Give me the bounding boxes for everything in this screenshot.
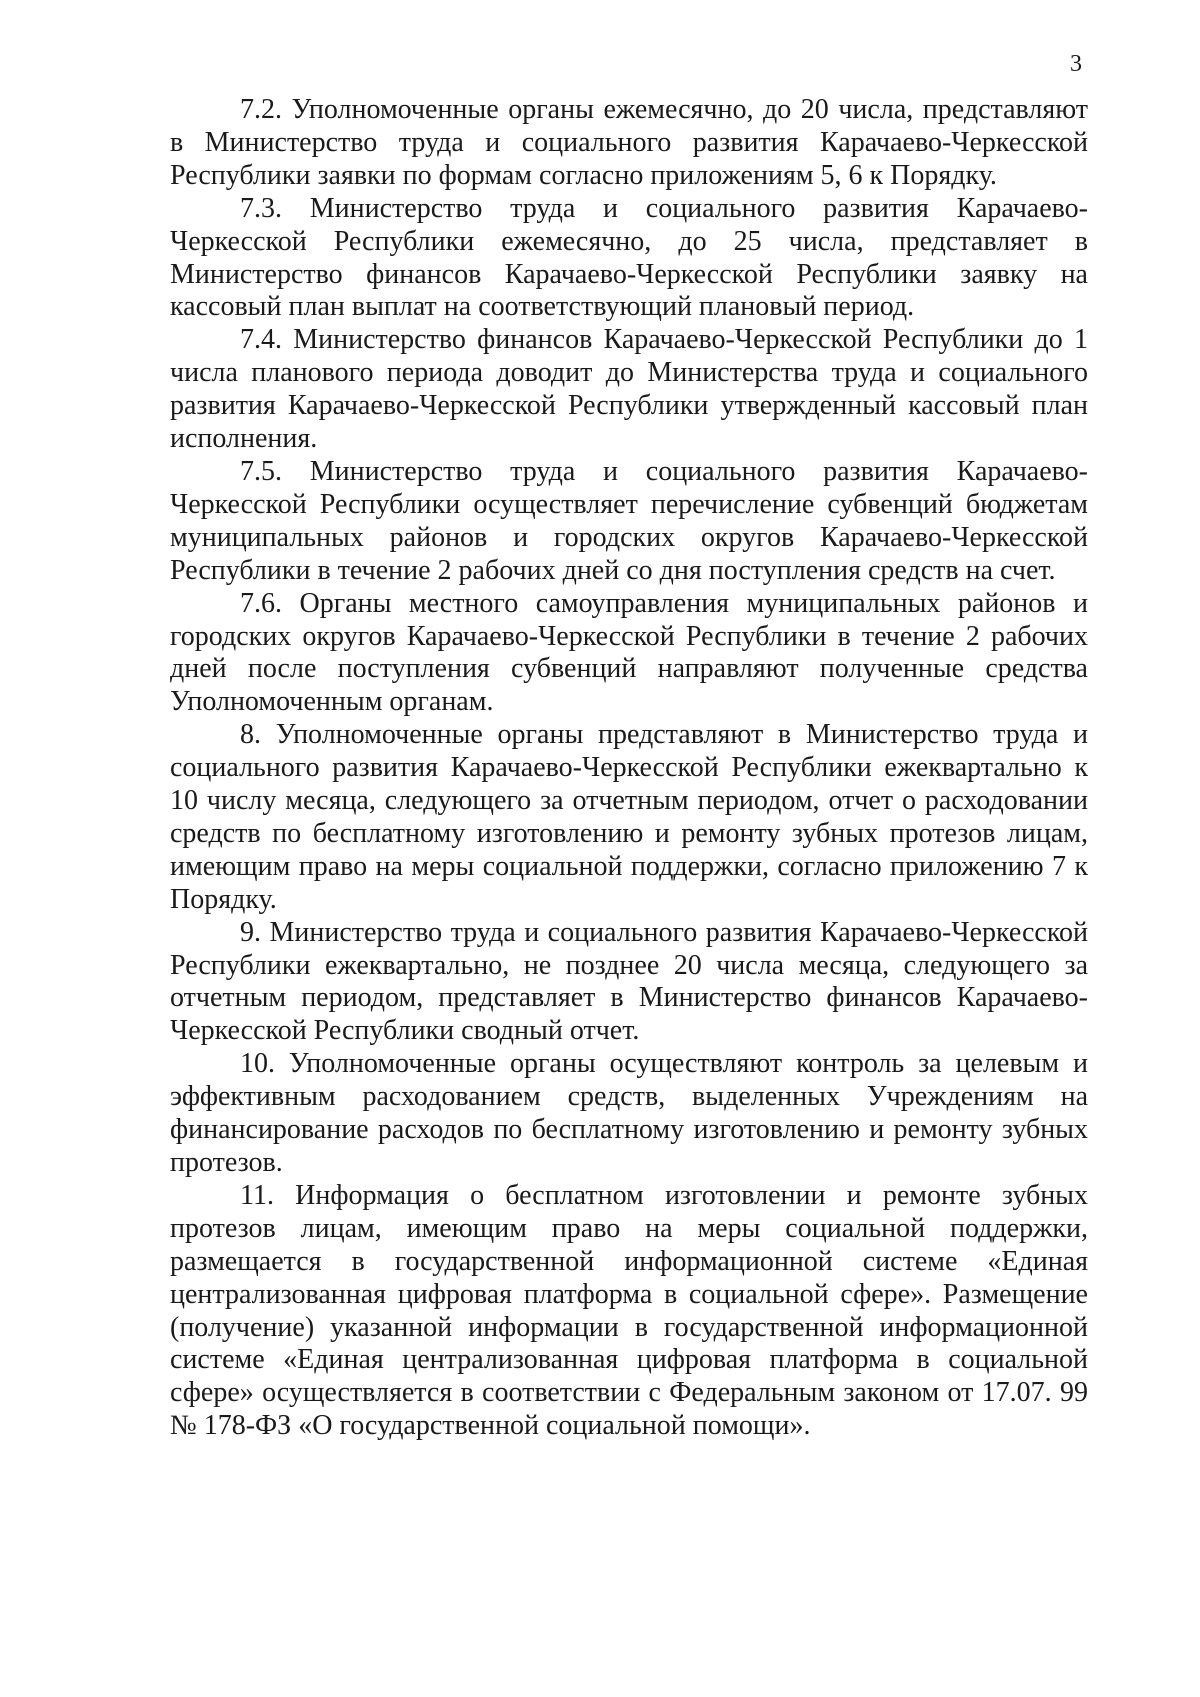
paragraph-7-4: 7.4. Министерство финансов Карачаево-Черкесской Республики до 1 числа планового периода доводит до Министерства труда и социального развития Карачаево-Черкесской Республики утвержденный кассовый план исполнения. [170, 324, 1088, 455]
paragraph-8: 8. Уполномоченные органы представляют в Министерство труда и социального развития Карачаево-Черкесской Республики ежеквартально к 10 числу месяца, следующего за отчетным периодом, отчет о расходовании средств по бесплатному изготовлению и ремонту зубных протезов лицам, имеющим право на меры социальной поддержки, согласно приложению 7 к Порядку. [170, 719, 1088, 915]
document-body [170, 94, 1088, 1443]
paragraph-7-5: 7.5. Министерство труда и социального развития Карачаево-Черкесской Республики осуществляет перечисление субвенций бюджетам муниципальных районов и городских округов Карачаево-Черкесской Республики в течение 2 рабочих дней со дня поступления средств на счет. [170, 455, 1088, 586]
paragraph-7-2: 7.2. Уполномоченные органы ежемесячно, до 20 числа, представляют в Министерство труда и социального развития Карачаево-Черкесской Республики заявки по формам согласно приложениям 5, 6 к Порядку. [170, 94, 1088, 191]
paragraph-7-6: 7.6. Органы местного самоуправления муниципальных районов и городских округов Карачаево-Черкесской Республики в течение 2 рабочих дней после поступления субвенций направляют полученные средства Уполномоченным органам. [170, 587, 1088, 718]
paragraph-11: 11. Информация о бесплатном изготовлении и ремонте зубных протезов лицам, имеющим право на меры социальной поддержки, размещается в государственной информационной системе «Единая централизованная цифровая платформа в социальной сфере». Размещение (получение) указанной информации в государственной информационной системе «Единая централизованная цифровая платформа в социальной сфере» осуществляется в соответствии с Федеральным законом от 17.07. 99 № 178-ФЗ «О государственной социальной помощи». [170, 1179, 1088, 1442]
page-number: 3 [1070, 51, 1082, 77]
paragraph-10: 10. Уполномоченные органы осуществляют контроль за целевым и эффективным расходованием средств, выделенных Учреждениям на финансирование расходов по бесплатному изготовлению и ремонту зубных протезов. [170, 1048, 1088, 1178]
paragraph-7-3: 7.3. Министерство труда и социального развития Карачаево-Черкесской Республики ежемесячно, до 25 числа, представляет в Министерство финансов Карачаево-Черкесской Республики заявку на кассовый план выплат на соответствующий плановый период. [170, 192, 1088, 323]
paragraph-9: 9. Министерство труда и социального развития Карачаево-Черкесской Республики ежеквартально, не позднее 20 числа месяца, следующего за отчетным периодом, представляет в Министерство финансов Карачаево-Черкесской Республики сводный отчет. [170, 916, 1088, 1047]
